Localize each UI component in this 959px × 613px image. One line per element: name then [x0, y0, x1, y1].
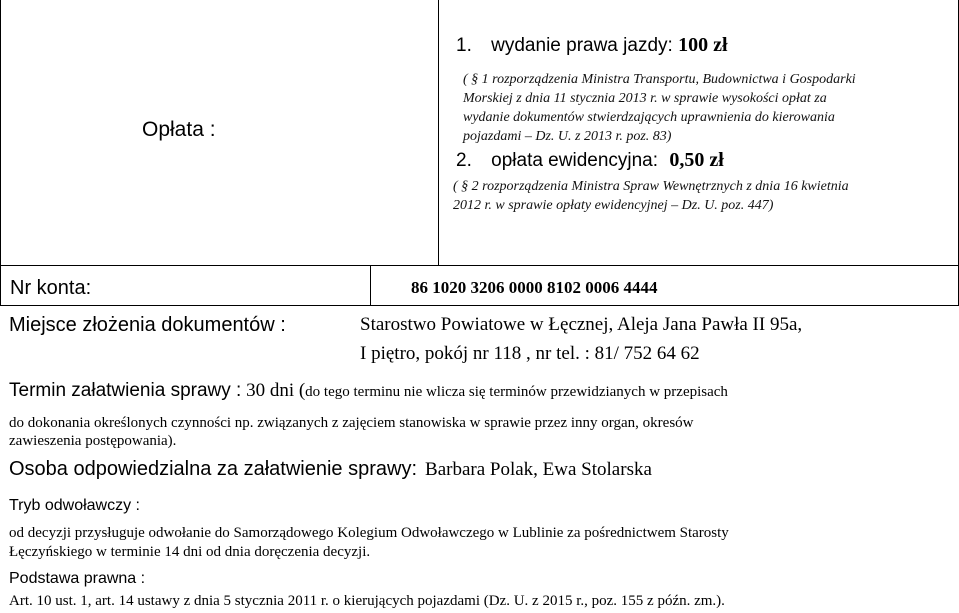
fee-content — [439, 0, 958, 265]
fee-item-2-legal — [453, 177, 953, 215]
responsible-names: Barbara Polak, Ewa Stolarska — [425, 459, 652, 480]
deadline-note-1: do tego terminu nie wlicza się terminów przewidzianych w przepisach — [305, 384, 728, 400]
account-label-cell — [1, 265, 371, 305]
submission-address: Starostwo Powiatowe w Łęcznej, Aleja Jana Pawła II 95a, — [360, 314, 803, 335]
fee-item-1-legal-line: pojazdami – Dz. U. z 2013 r. poz. 83) — [463, 129, 672, 144]
fee-item-2-legal-line: 2012 r. w sprawie opłaty ewidencyjnej – Dz. U. poz. 447) — [453, 198, 774, 213]
fee-item-1-title — [456, 34, 728, 57]
deadline-label: Termin załatwienia sprawy : — [9, 380, 242, 401]
account-table — [0, 265, 959, 306]
fee-item-1-legal-line: ( § 1 rozporządzenia Ministra Transportu, Budownictwa i Gospodarki — [463, 72, 856, 87]
fee-item-1-number: 1. — [456, 35, 472, 56]
fee-item-2-legal-line: ( § 2 rozporządzenia Ministra Spraw Wewnętrznych z dnia 16 kwietnia — [453, 179, 849, 194]
submission-floor-phone: I piętro, pokój nr 118 , nr tel. : 81/ 752 64 62 — [360, 343, 700, 364]
account-label: Nr konta: — [10, 277, 92, 299]
account-number: 86 1020 3206 0000 8102 0006 4444 — [411, 278, 658, 297]
responsible-label: Osoba odpowiedzialna za załatwienie sprawy: — [9, 458, 418, 480]
appeal-text-2: Łęczyńskiego w terminie 14 dni od dnia doręczenia decyzji. — [9, 544, 371, 560]
fee-item-1-legal-line: wydanie dokumentów stwierdzających uprawnienia do kierowania — [463, 110, 835, 125]
fee-item-1-legal — [463, 70, 953, 146]
deadline-note-3: zawieszenia postępowania). — [9, 433, 177, 449]
fee-label: Opłata : — [142, 118, 216, 141]
fee-item-1-label: wydanie prawa jazdy: — [491, 35, 673, 56]
deadline-line — [9, 380, 728, 402]
fee-item-2-amount: 0,50 zł — [669, 149, 724, 171]
fee-item-2-number: 2. — [456, 150, 472, 171]
legal-basis-text: Art. 10 ust. 1, art. 14 ustawy z dnia 5 stycznia 2011 r. o kierujących pojazdami (Dz. U. z 2015 r., poz. 155 z późn. zm.). — [9, 593, 725, 609]
fee-item-2-label: opłata ewidencyjna: — [491, 150, 659, 171]
deadline-value: 30 dni ( — [241, 380, 306, 401]
deadline-note-2: do dokonania określonych czynności np. związanych z zajęciem stanowiska w sprawie przez inny organ, okresów — [9, 415, 694, 431]
appeal-text-1: od decyzji przysługuje odwołanie do Samorządowego Kolegium Odwoławczego w Lublinie za pośrednictwem Starosty — [9, 525, 729, 541]
fee-table — [0, 0, 959, 266]
fee-item-1-legal-line: Morskiej z dnia 11 stycznia 2013 r. w sprawie wysokości opłat za — [463, 91, 827, 106]
appeal-label: Tryb odwoławczy : — [9, 497, 140, 514]
legal-basis-label: Podstawa prawna : — [9, 570, 146, 587]
fee-label-cell — [1, 0, 439, 265]
submission-label: Miejsce złożenia dokumentów : — [9, 314, 286, 336]
fee-item-2-title — [456, 149, 724, 172]
fee-item-1-amount: 100 zł — [678, 34, 728, 56]
responsible-line — [9, 458, 652, 481]
